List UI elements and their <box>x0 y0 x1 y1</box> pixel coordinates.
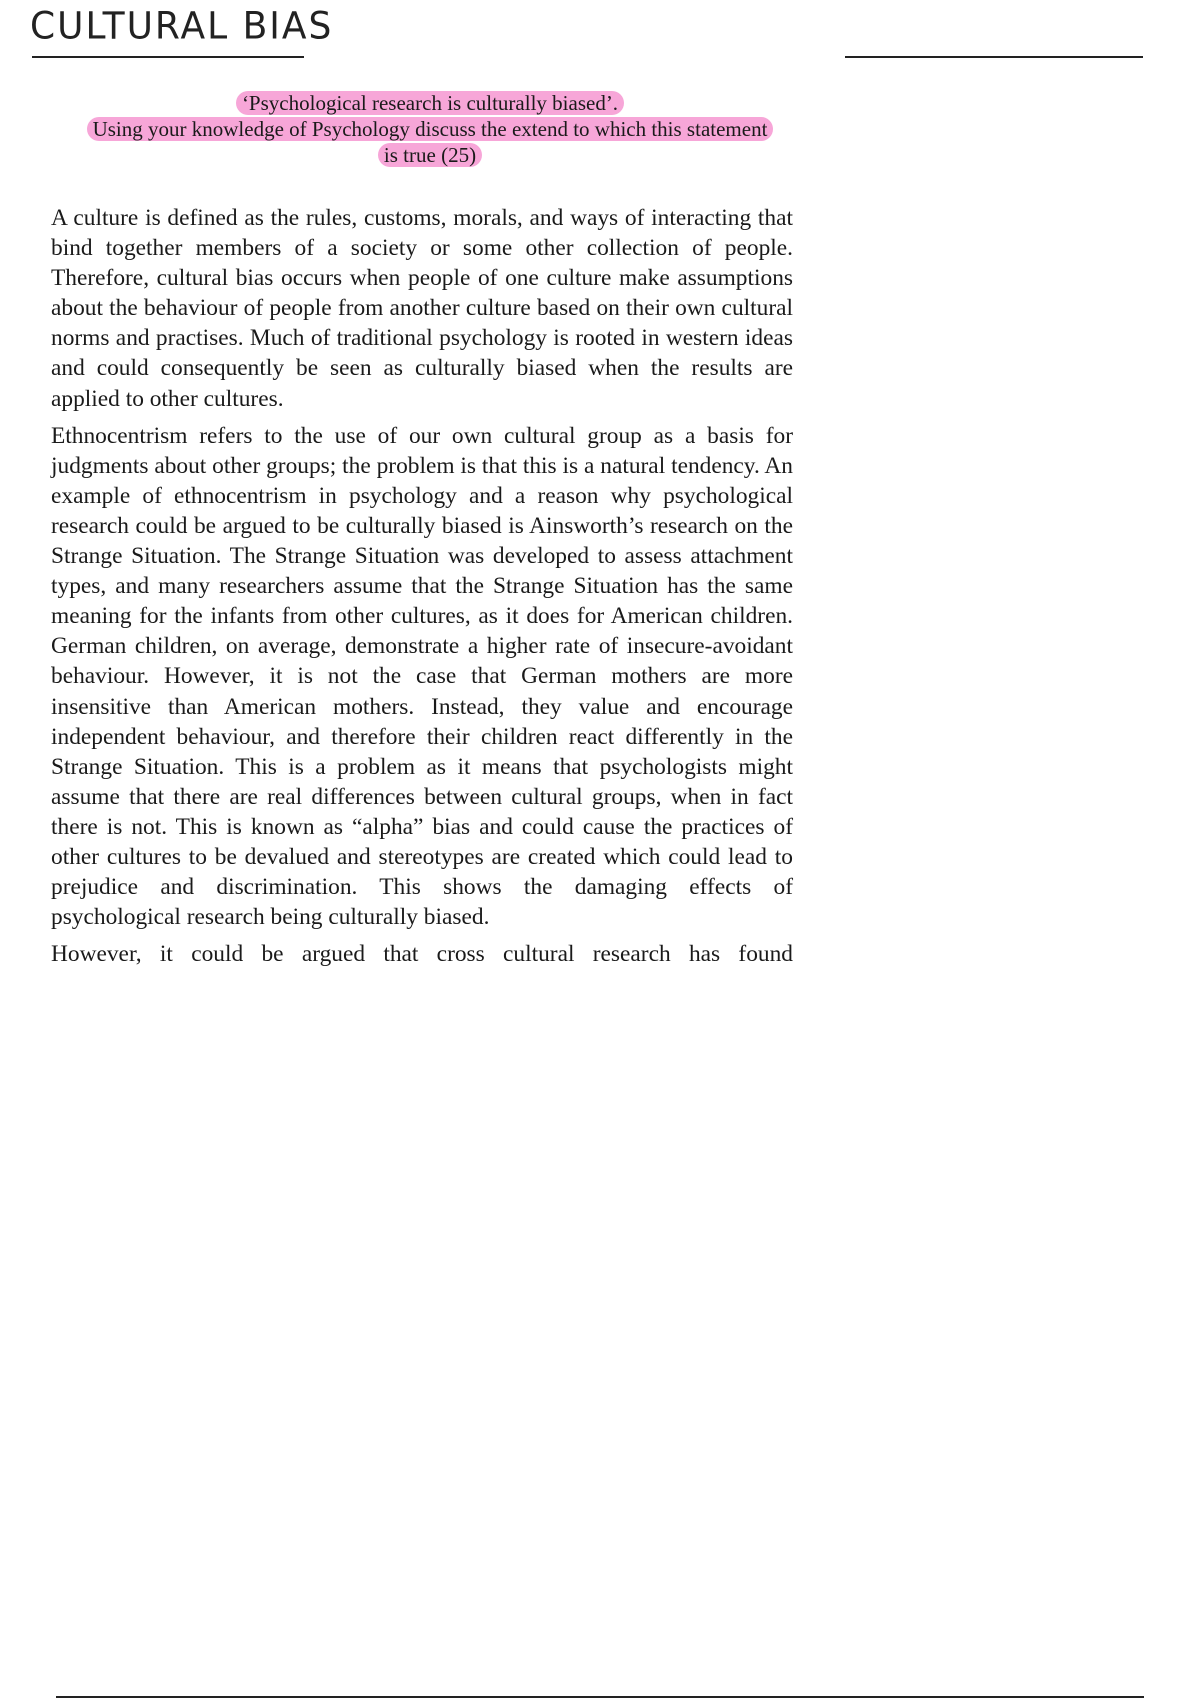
essay-question <box>50 90 810 168</box>
question-line-3 <box>50 142 810 168</box>
question-highlight-1: ‘Psychological research is culturally biased’. <box>236 91 624 115</box>
essay-paragraph-2: Ethnocentrism refers to the use of our own cultural group as a basis for judgments about other groups; the problem is that this is a natural tendency. An example of ethnocentrism in psychology and a reason why psychological research could be argued to be culturally biased is Ainsworth’s research on the Strange Situation. The Strange Situation was developed to assess attachment types, and many researchers assume that the Strange Situation has the same meaning for the infants from other cultures, as it does for American children. German children, on average, demonstrate a higher rate of insecure-avoidant behaviour. However, it is not the case that German mothers are more insensitive than American mothers. Instead, they value and encourage independent behaviour, and therefore their children react differently in the Strange Situation. This is a problem as it means that psychologists might assume that there are real differences between cultural groups, when in fact there is not. This is known as “alpha” bias and could cause the practices of other cultures to be devalued and stereotypes are created which could lead to prejudice and discrimination. This shows the damaging effects of psychological research being culturally biased. <box>51 422 793 931</box>
question-highlight-3: is true (25) <box>378 143 482 167</box>
page-title: CULTURAL BIAS <box>30 4 334 49</box>
name-line <box>845 56 1143 58</box>
essay-paragraph-3: However, it could be argued that cross cultural research has found <box>51 941 793 968</box>
question-highlight-2: Using your knowledge of Psychology discuss the extend to which this statement <box>87 117 774 141</box>
title-underline <box>32 56 304 58</box>
question-line-2 <box>50 116 810 142</box>
footer-line <box>56 1696 1144 1698</box>
question-line-1 <box>50 90 810 116</box>
essay-paragraph-1: A culture is defined as the rules, customs, morals, and ways of interacting that bind together members of a society or some other collection of people. Therefore, cultural bias occurs when people of one culture make assumptions about the behaviour of people from another culture based on their own cultural norms and practises. Much of traditional psychology is rooted in western ideas and could consequently be seen as culturally biased when the results are applied to other cultures. <box>51 205 793 412</box>
essay-body <box>51 203 793 976</box>
